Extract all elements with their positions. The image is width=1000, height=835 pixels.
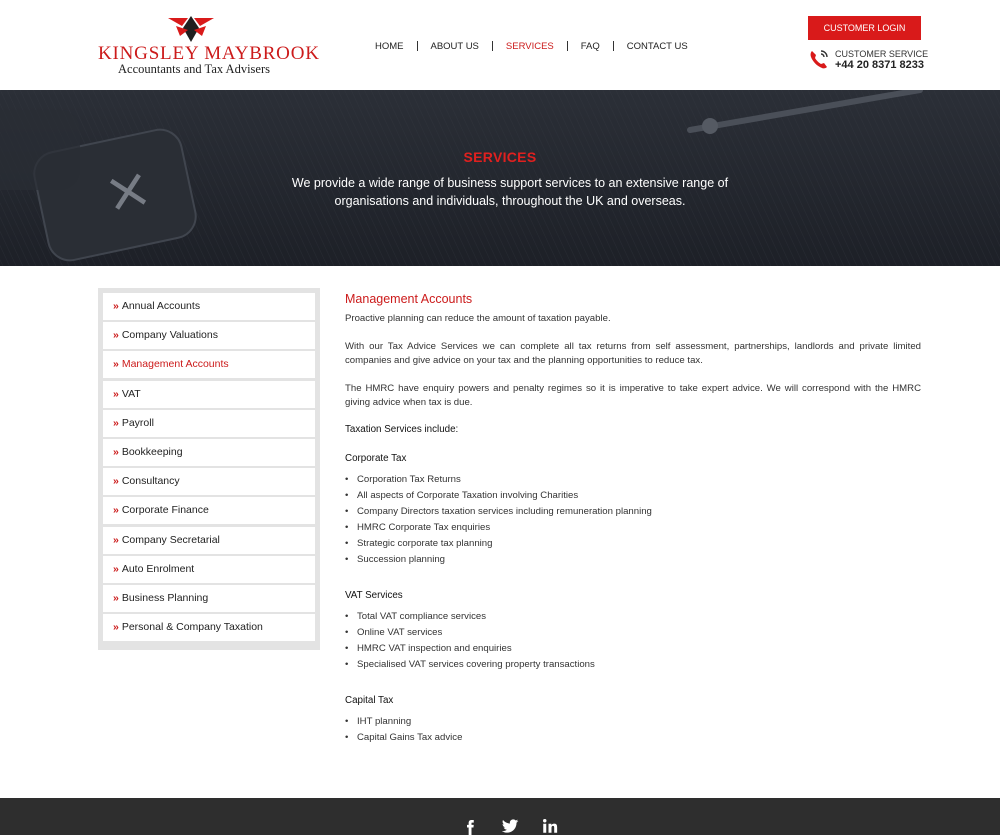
sidebar-item-label: Annual Accounts (121, 300, 201, 312)
brand-tagline: Accountants and Tax Advisers (118, 62, 270, 76)
site-header (0, 0, 1000, 90)
content-paragraph: The HMRC have enquiry powers and penalty regimes so it is imperative to take expert advice. We will correspond with the HMRC giving advice when tax is due. (345, 383, 921, 408)
twitter-icon[interactable] (498, 814, 522, 835)
sidebar-item-company-valuations[interactable] (103, 322, 315, 349)
sidebar-item-label: Corporate Finance (121, 504, 209, 517)
customer-service-label: CUSTOMER SERVICE (835, 49, 929, 59)
section-heading-capital-tax: Capital Tax (345, 695, 394, 706)
chevron-right-icon: » (113, 504, 119, 517)
nav-about-us[interactable]: ABOUT US (430, 40, 479, 52)
nav-home[interactable]: HOME (375, 40, 404, 52)
chevron-right-icon: » (113, 591, 119, 604)
brand-name: KINGSLEY MAYBROOK (98, 43, 320, 64)
phone-number[interactable]: +44 20 8371 8233 (835, 59, 925, 71)
customer-login-button[interactable]: CUSTOMER LOGIN (808, 16, 921, 40)
sidebar-item-company-secretarial[interactable] (103, 527, 315, 554)
list-item: • Specialised VAT services covering property transactions (345, 657, 921, 673)
main-nav (362, 38, 701, 54)
sidebar-item-consultancy[interactable] (103, 468, 315, 495)
sidebar-item-label: Management Accounts (121, 358, 229, 371)
content-paragraph: With our Tax Advice Services we can complete all tax returns from self assessment, partnerships, landlords and private limited companies and give advice on your tax and the planning opportunities to reduce tax. (345, 341, 921, 366)
corporate-tax-list (345, 472, 921, 568)
site-footer (0, 798, 1000, 835)
chevron-right-icon: » (113, 475, 119, 488)
sidebar-item-management-accounts[interactable] (103, 351, 315, 378)
svg-text:×: × (98, 154, 158, 228)
social-links (458, 814, 562, 835)
sidebar-item-label: Personal & Company Taxation (121, 621, 263, 634)
logo[interactable] (96, 12, 320, 78)
list-item: • Strategic corporate tax planning (345, 536, 921, 552)
nav-faq[interactable]: FAQ (580, 40, 600, 52)
sidebar-item-label: Company Secretarial (121, 533, 220, 546)
sidebar-item-label: Business Planning (121, 591, 209, 604)
main-content (345, 292, 921, 762)
services-intro: Taxation Services include: (345, 424, 459, 435)
customer-service (808, 48, 929, 74)
list-item: • IHT planning (345, 714, 921, 730)
capital-tax-list (345, 714, 921, 746)
list-item: • HMRC VAT inspection and enquiries (345, 641, 921, 657)
chevron-right-icon: » (113, 445, 119, 458)
chevron-right-icon: » (113, 387, 119, 400)
chevron-right-icon: » (113, 621, 119, 634)
logo-emblem-icon (166, 14, 216, 44)
sidebar-item-label: Payroll (121, 416, 154, 429)
sidebar-item-label: Auto Enrolment (121, 562, 195, 575)
chevron-right-icon: » (113, 300, 119, 312)
section-heading-vat-services: VAT Services (345, 590, 403, 601)
list-item: • Capital Gains Tax advice (345, 730, 921, 746)
sidebar-item-label: VAT (121, 387, 141, 400)
facebook-icon[interactable] (458, 814, 482, 835)
chevron-right-icon: » (113, 416, 119, 429)
sidebar-item-auto-enrolment[interactable] (103, 556, 315, 583)
sidebar-item-label: Bookkeeping (121, 445, 183, 458)
vat-services-list (345, 609, 921, 673)
hero-description: We provide a wide range of business support services to an extensive range of organisations and individuals, throughout the UK and overseas. (291, 176, 729, 208)
nav-contact-us[interactable]: CONTACT US (626, 40, 688, 52)
chevron-right-icon: » (113, 329, 119, 342)
hero-banner (0, 90, 1000, 266)
list-item: • All aspects of Corporate Taxation involving Charities (345, 488, 921, 504)
chevron-right-icon: » (113, 562, 119, 575)
sidebar-item-corporate-finance[interactable] (103, 497, 315, 524)
hero-title: SERVICES (463, 149, 537, 165)
list-item: • Company Directors taxation services including remuneration planning (345, 504, 921, 520)
page-title: Management Accounts (345, 292, 473, 306)
sidebar-item-payroll[interactable] (103, 410, 315, 437)
list-item: • Corporation Tax Returns (345, 472, 921, 488)
sidebar-item-bookkeeping[interactable] (103, 439, 315, 466)
sidebar-item-label: Consultancy (121, 475, 180, 488)
list-item: • Online VAT services (345, 625, 921, 641)
chevron-right-icon: » (113, 533, 119, 546)
chevron-right-icon: » (113, 358, 119, 371)
services-sidebar (98, 288, 320, 650)
list-item: • Succession planning (345, 552, 921, 568)
list-item: • HMRC Corporate Tax enquiries (345, 520, 921, 536)
content-paragraph: Proactive planning can reduce the amount of taxation payable. (345, 313, 611, 324)
sidebar-item-business-planning[interactable] (103, 585, 315, 612)
list-item: • Total VAT compliance services (345, 609, 921, 625)
sidebar-item-annual-accounts[interactable] (103, 293, 315, 320)
section-heading-corporate-tax: Corporate Tax (345, 453, 407, 464)
phone-icon (808, 48, 830, 70)
linkedin-icon[interactable] (538, 814, 562, 835)
sidebar-item-personal-company-taxation[interactable] (103, 614, 315, 641)
sidebar-item-label: Company Valuations (121, 329, 218, 342)
sidebar-item-vat[interactable] (103, 381, 315, 408)
nav-services[interactable]: SERVICES (505, 40, 554, 52)
